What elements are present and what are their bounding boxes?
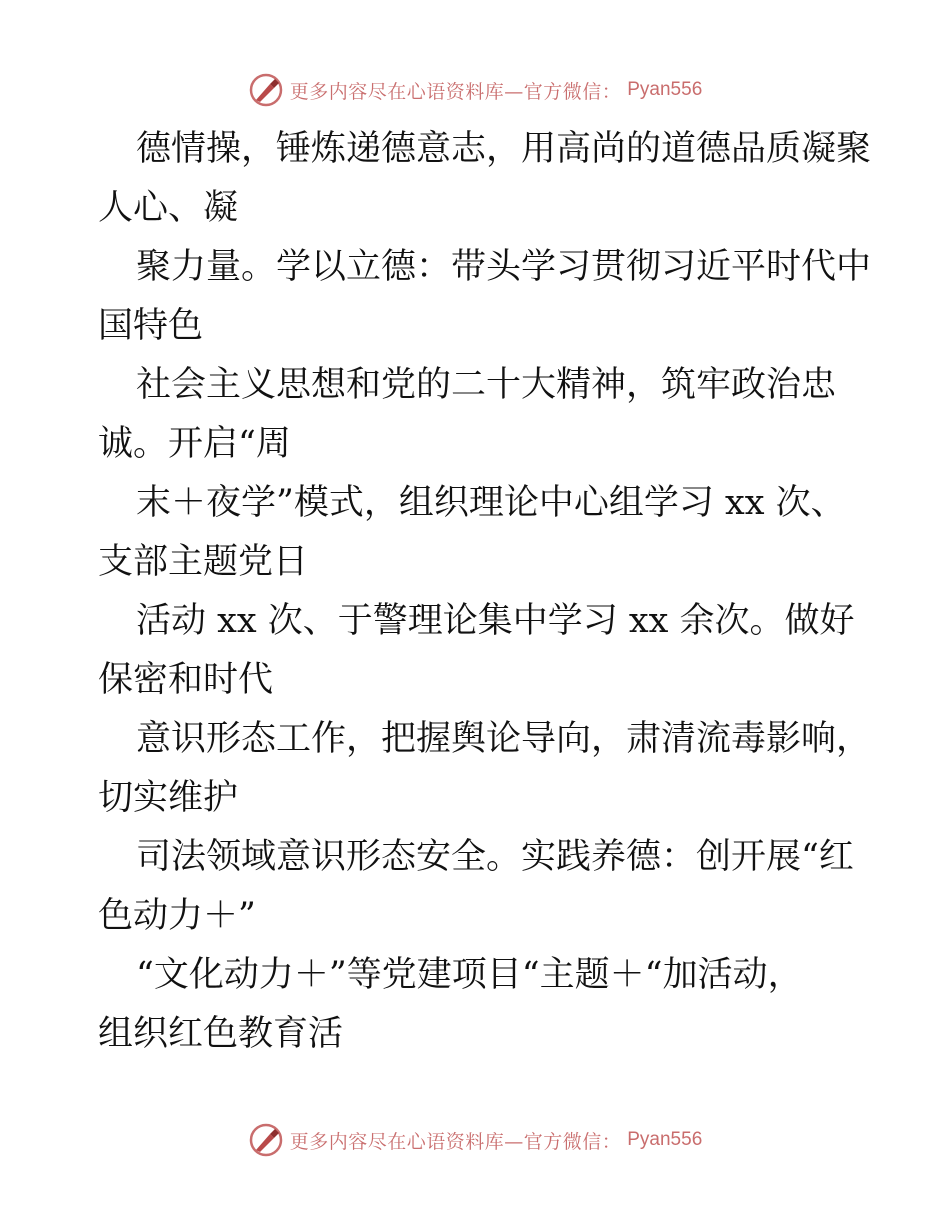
watermark-handle: Pyan556 xyxy=(627,79,703,100)
text-line: 活动 xx 次、于警理论集中学习 xx 余次。做好 xyxy=(136,601,855,641)
pen-logo-icon xyxy=(248,1122,284,1158)
text-line: 末＋夜学”模式，组织理论中心组学习 xx 次、 xyxy=(136,483,846,523)
text-line: 聚力量。学以立德：带头学习贯彻习近平时代中 xyxy=(136,247,872,287)
text-line: 意识形态工作，把握舆论导向，肃清流毒影响， xyxy=(136,719,872,759)
text-line: 切实维护 xyxy=(98,778,239,818)
footer-watermark xyxy=(0,1120,950,1160)
text-line: 色动力＋” xyxy=(98,896,256,936)
text-line: 支部主题党日 xyxy=(98,542,309,582)
text-line: 社会主义思想和党的二十大精神，筑牢政治忠 xyxy=(136,365,837,405)
header-watermark xyxy=(0,70,950,110)
text-line: 人心、凝 xyxy=(98,188,239,228)
document-body xyxy=(98,120,872,1064)
text-line: “文化动力＋”等党建项目“主题＋“加活动， xyxy=(136,955,803,995)
text-line: 诚。开启“周 xyxy=(98,424,291,464)
pen-logo-icon xyxy=(248,72,284,108)
watermark-text: 更多内容尽在心语资料库—官方微信： xyxy=(289,80,622,103)
text-line: 司法领域意识形态安全。实践养德：创开展“红 xyxy=(136,837,854,877)
text-line: 国特色 xyxy=(98,306,204,346)
text-line: 组织红色教育活 xyxy=(98,1014,344,1054)
watermark-handle: Pyan556 xyxy=(627,1129,703,1150)
watermark-text: 更多内容尽在心语资料库—官方微信： xyxy=(289,1130,622,1153)
text-line: 保密和时代 xyxy=(98,660,274,700)
text-line: 德情操，锤炼递德意志，用高尚的道德品质凝聚 xyxy=(136,129,872,169)
